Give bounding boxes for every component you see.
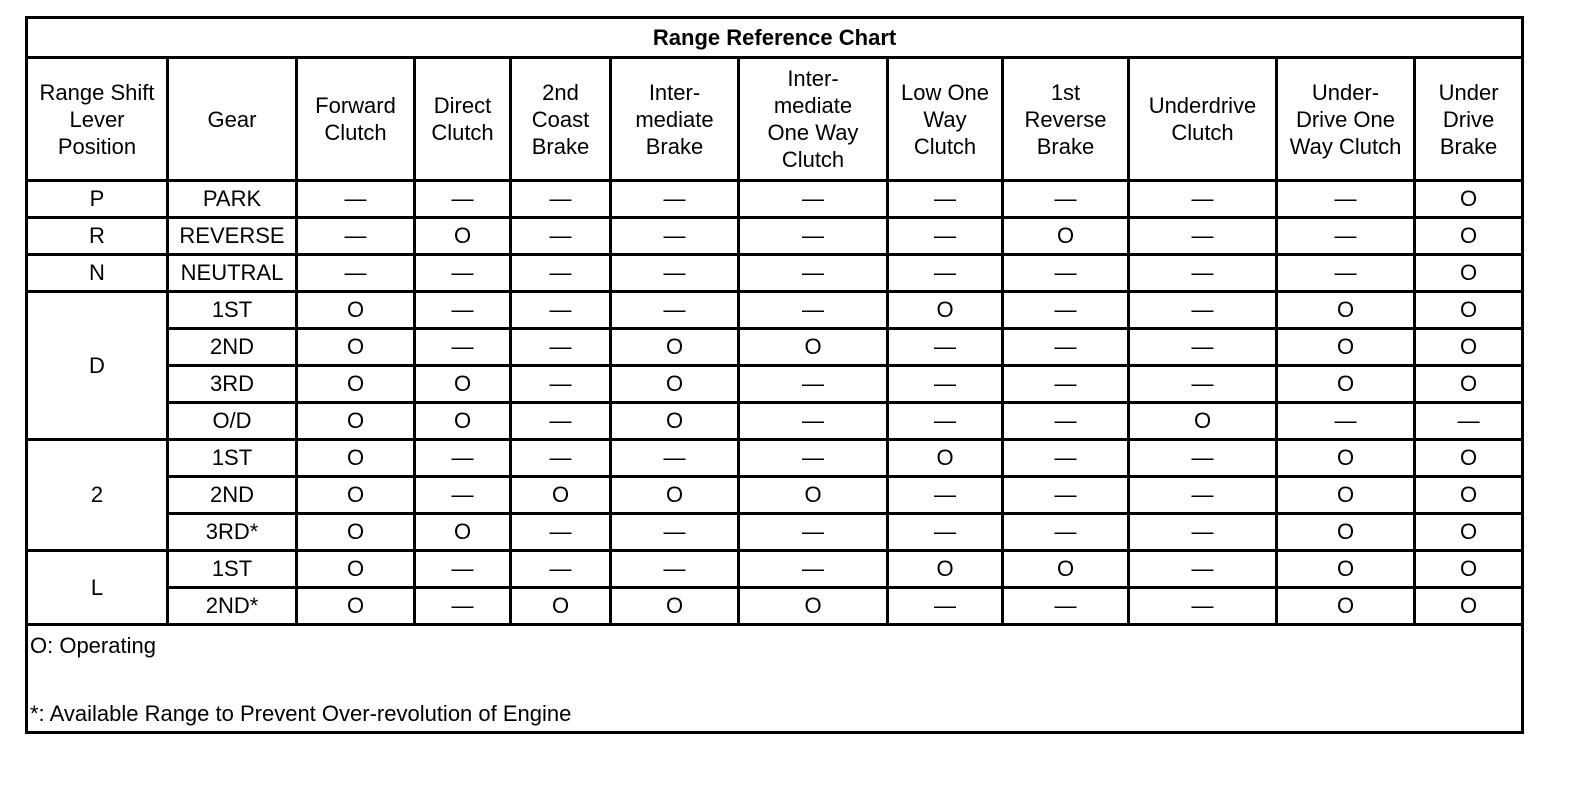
chart-title: Range Reference Chart xyxy=(27,18,1523,58)
not-operating-cell: — xyxy=(611,292,739,329)
gear-cell: 3RD xyxy=(168,366,297,403)
operating-cell: O xyxy=(888,440,1003,477)
operating-cell: O xyxy=(297,292,415,329)
operating-cell: O xyxy=(1277,477,1415,514)
operating-cell: O xyxy=(1129,403,1277,440)
table-row xyxy=(27,477,1523,514)
range-position-cell: N xyxy=(27,255,168,292)
range-position-cell: D xyxy=(27,292,168,440)
column-header-line: Range Shift xyxy=(39,79,155,105)
column-header xyxy=(1415,58,1523,181)
column-header xyxy=(1277,58,1415,181)
gear-cell: 2ND xyxy=(168,477,297,514)
column-header-line: Clutch xyxy=(324,120,387,145)
operating-cell: O xyxy=(1415,366,1523,403)
not-operating-cell: — xyxy=(415,440,511,477)
operating-cell: O xyxy=(297,588,415,625)
table-row xyxy=(27,181,1523,218)
operating-cell: O xyxy=(611,588,739,625)
column-header-line: One Way xyxy=(767,120,859,145)
operating-cell: O xyxy=(415,218,511,255)
operating-cell: O xyxy=(1415,292,1523,329)
header-row xyxy=(27,58,1523,181)
range-position-cell: R xyxy=(27,218,168,255)
not-operating-cell: — xyxy=(1003,403,1129,440)
not-operating-cell: — xyxy=(611,440,739,477)
not-operating-cell: — xyxy=(1129,588,1277,625)
operating-cell: O xyxy=(511,588,611,625)
not-operating-cell: — xyxy=(739,255,888,292)
not-operating-cell: — xyxy=(1129,218,1277,255)
not-operating-cell: — xyxy=(415,588,511,625)
not-operating-cell: — xyxy=(511,403,611,440)
column-header-line: 2nd xyxy=(542,79,579,105)
column-header xyxy=(1129,58,1277,181)
not-operating-cell: — xyxy=(415,329,511,366)
operating-cell: O xyxy=(1277,292,1415,329)
gear-cell: O/D xyxy=(168,403,297,440)
not-operating-cell: — xyxy=(1129,181,1277,218)
not-operating-cell: — xyxy=(888,588,1003,625)
operating-cell: O xyxy=(739,588,888,625)
operating-cell: O xyxy=(1277,551,1415,588)
operating-cell: O xyxy=(511,477,611,514)
not-operating-cell: — xyxy=(1129,255,1277,292)
operating-cell: O xyxy=(297,477,415,514)
operating-cell: O xyxy=(297,514,415,551)
not-operating-cell: — xyxy=(1003,588,1129,625)
not-operating-cell: — xyxy=(1277,403,1415,440)
not-operating-cell: — xyxy=(1003,255,1129,292)
column-header-line: Clutch xyxy=(781,147,845,172)
not-operating-cell: — xyxy=(1129,440,1277,477)
column-header-line: mediate xyxy=(635,106,714,132)
not-operating-cell: — xyxy=(511,255,611,292)
operating-cell: O xyxy=(1415,551,1523,588)
not-operating-cell: — xyxy=(739,403,888,440)
column-header-line: Inter- xyxy=(648,79,701,105)
not-operating-cell: — xyxy=(415,181,511,218)
operating-cell: O xyxy=(1415,514,1523,551)
not-operating-cell: — xyxy=(1003,477,1129,514)
column-header-line: Brake xyxy=(1036,133,1095,159)
operating-cell: O xyxy=(297,403,415,440)
column-header xyxy=(168,58,297,181)
not-operating-cell: — xyxy=(1003,329,1129,366)
not-operating-cell: — xyxy=(611,551,739,588)
operating-cell: O xyxy=(1415,181,1523,218)
not-operating-cell: — xyxy=(1129,292,1277,329)
column-header xyxy=(611,58,739,181)
not-operating-cell: — xyxy=(511,181,611,218)
not-operating-cell: — xyxy=(511,366,611,403)
table-row xyxy=(27,403,1523,440)
column-header-line: Underdrive xyxy=(1148,93,1257,118)
not-operating-cell: — xyxy=(511,292,611,329)
operating-cell: O xyxy=(1277,366,1415,403)
legend-note: *: Available Range to Prevent Over-revolution of Engine xyxy=(30,701,572,726)
column-header xyxy=(511,58,611,181)
not-operating-cell: — xyxy=(1003,292,1129,329)
table-row xyxy=(27,366,1523,403)
gear-cell: 2ND xyxy=(168,329,297,366)
operating-cell: O xyxy=(1277,588,1415,625)
not-operating-cell: — xyxy=(611,218,739,255)
operating-cell: O xyxy=(611,366,739,403)
column-header-line: Way Clutch xyxy=(1289,133,1402,159)
not-operating-cell: — xyxy=(297,181,415,218)
table-row xyxy=(27,329,1523,366)
operating-cell: O xyxy=(739,477,888,514)
operating-cell: O xyxy=(297,440,415,477)
not-operating-cell: — xyxy=(888,181,1003,218)
not-operating-cell: — xyxy=(511,514,611,551)
column-header-line: Drive One xyxy=(1295,106,1396,132)
gear-cell: 3RD* xyxy=(168,514,297,551)
table-row xyxy=(27,218,1523,255)
not-operating-cell: — xyxy=(415,551,511,588)
operating-cell: O xyxy=(1003,551,1129,588)
not-operating-cell: — xyxy=(1129,551,1277,588)
column-header-line: Brake xyxy=(645,133,704,159)
not-operating-cell: — xyxy=(739,181,888,218)
column-header-line: Forward xyxy=(315,93,396,118)
table-row xyxy=(27,255,1523,292)
not-operating-cell: — xyxy=(297,218,415,255)
column-header-line: Lever xyxy=(69,106,125,132)
column-header-line: mediate xyxy=(773,93,853,118)
column-header-line: Direct xyxy=(433,93,492,118)
column-header-line: Reverse xyxy=(1024,106,1107,132)
gear-cell: REVERSE xyxy=(168,218,297,255)
column-header xyxy=(888,58,1003,181)
not-operating-cell: — xyxy=(511,329,611,366)
column-header-line: Way xyxy=(923,106,967,132)
column-header-line: Clutch xyxy=(913,133,977,159)
gear-cell: PARK xyxy=(168,181,297,218)
column-header-line: Low One xyxy=(900,79,990,105)
operating-cell: O xyxy=(1415,477,1523,514)
operating-cell: O xyxy=(1415,255,1523,292)
not-operating-cell: — xyxy=(611,514,739,551)
column-header-line: Under xyxy=(1438,79,1499,105)
operating-cell: O xyxy=(1277,440,1415,477)
operating-cell: O xyxy=(1415,329,1523,366)
not-operating-cell: — xyxy=(1277,181,1415,218)
not-operating-cell: — xyxy=(739,440,888,477)
table-row xyxy=(27,514,1523,551)
column-header-line: Clutch xyxy=(431,120,494,145)
operating-cell: O xyxy=(1003,218,1129,255)
column-header xyxy=(27,58,168,181)
operating-cell: O xyxy=(1415,588,1523,625)
gear-cell: 1ST xyxy=(168,551,297,588)
legend xyxy=(27,625,1523,733)
legend-row xyxy=(27,625,1523,733)
not-operating-cell: — xyxy=(888,477,1003,514)
not-operating-cell: — xyxy=(1129,514,1277,551)
column-header-line: Brake xyxy=(1439,133,1498,159)
not-operating-cell: — xyxy=(611,255,739,292)
operating-cell: O xyxy=(297,329,415,366)
column-header-line: Inter- xyxy=(787,66,839,91)
not-operating-cell: — xyxy=(739,514,888,551)
column-header-line: Coast xyxy=(531,106,590,132)
legend-operating: O: Operating xyxy=(30,633,156,658)
not-operating-cell: — xyxy=(1129,329,1277,366)
column-header-line: 1st xyxy=(1050,79,1081,105)
not-operating-cell: — xyxy=(1003,181,1129,218)
not-operating-cell: — xyxy=(297,255,415,292)
not-operating-cell: — xyxy=(888,218,1003,255)
gear-cell: 1ST xyxy=(168,440,297,477)
operating-cell: O xyxy=(415,366,511,403)
not-operating-cell: — xyxy=(739,551,888,588)
column-header xyxy=(297,58,415,181)
gear-cell: 2ND* xyxy=(168,588,297,625)
not-operating-cell: — xyxy=(888,403,1003,440)
operating-cell: O xyxy=(888,292,1003,329)
not-operating-cell: — xyxy=(415,292,511,329)
table-row xyxy=(27,292,1523,329)
not-operating-cell: — xyxy=(888,255,1003,292)
operating-cell: O xyxy=(611,403,739,440)
gear-cell: NEUTRAL xyxy=(168,255,297,292)
not-operating-cell: — xyxy=(511,551,611,588)
not-operating-cell: — xyxy=(739,218,888,255)
not-operating-cell: — xyxy=(1003,514,1129,551)
gear-cell: 1ST xyxy=(168,292,297,329)
operating-cell: O xyxy=(1277,329,1415,366)
column-header-line: Clutch xyxy=(1171,120,1234,145)
not-operating-cell: — xyxy=(1003,366,1129,403)
not-operating-cell: — xyxy=(1129,477,1277,514)
not-operating-cell: — xyxy=(1003,440,1129,477)
not-operating-cell: — xyxy=(611,181,739,218)
not-operating-cell: — xyxy=(415,477,511,514)
not-operating-cell: — xyxy=(739,292,888,329)
range-position-cell: P xyxy=(27,181,168,218)
operating-cell: O xyxy=(415,403,511,440)
not-operating-cell: — xyxy=(888,366,1003,403)
not-operating-cell: — xyxy=(1277,255,1415,292)
table-row xyxy=(27,440,1523,477)
operating-cell: O xyxy=(611,477,739,514)
not-operating-cell: — xyxy=(511,440,611,477)
operating-cell: O xyxy=(297,366,415,403)
column-header xyxy=(739,58,888,181)
column-header xyxy=(1003,58,1129,181)
column-header-line: Under- xyxy=(1311,79,1380,105)
not-operating-cell: — xyxy=(511,218,611,255)
column-header-line: Position xyxy=(57,133,137,159)
operating-cell: O xyxy=(1277,514,1415,551)
column-header-line: Drive xyxy=(1442,106,1495,132)
not-operating-cell: — xyxy=(415,255,511,292)
operating-cell: O xyxy=(888,551,1003,588)
range-position-cell: L xyxy=(27,551,168,625)
column-header xyxy=(415,58,511,181)
operating-cell: O xyxy=(297,551,415,588)
column-header-line: Gear xyxy=(207,106,257,132)
not-operating-cell: — xyxy=(1415,403,1523,440)
operating-cell: O xyxy=(1415,218,1523,255)
operating-cell: O xyxy=(415,514,511,551)
not-operating-cell: — xyxy=(888,329,1003,366)
not-operating-cell: — xyxy=(1129,366,1277,403)
not-operating-cell: — xyxy=(888,514,1003,551)
operating-cell: O xyxy=(739,329,888,366)
operating-cell: O xyxy=(611,329,739,366)
not-operating-cell: — xyxy=(1277,218,1415,255)
range-reference-table xyxy=(25,16,1524,734)
range-position-cell: 2 xyxy=(27,440,168,551)
not-operating-cell: — xyxy=(739,366,888,403)
operating-cell: O xyxy=(1415,440,1523,477)
table-row xyxy=(27,588,1523,625)
column-header-line: Brake xyxy=(531,133,590,159)
table-row xyxy=(27,551,1523,588)
